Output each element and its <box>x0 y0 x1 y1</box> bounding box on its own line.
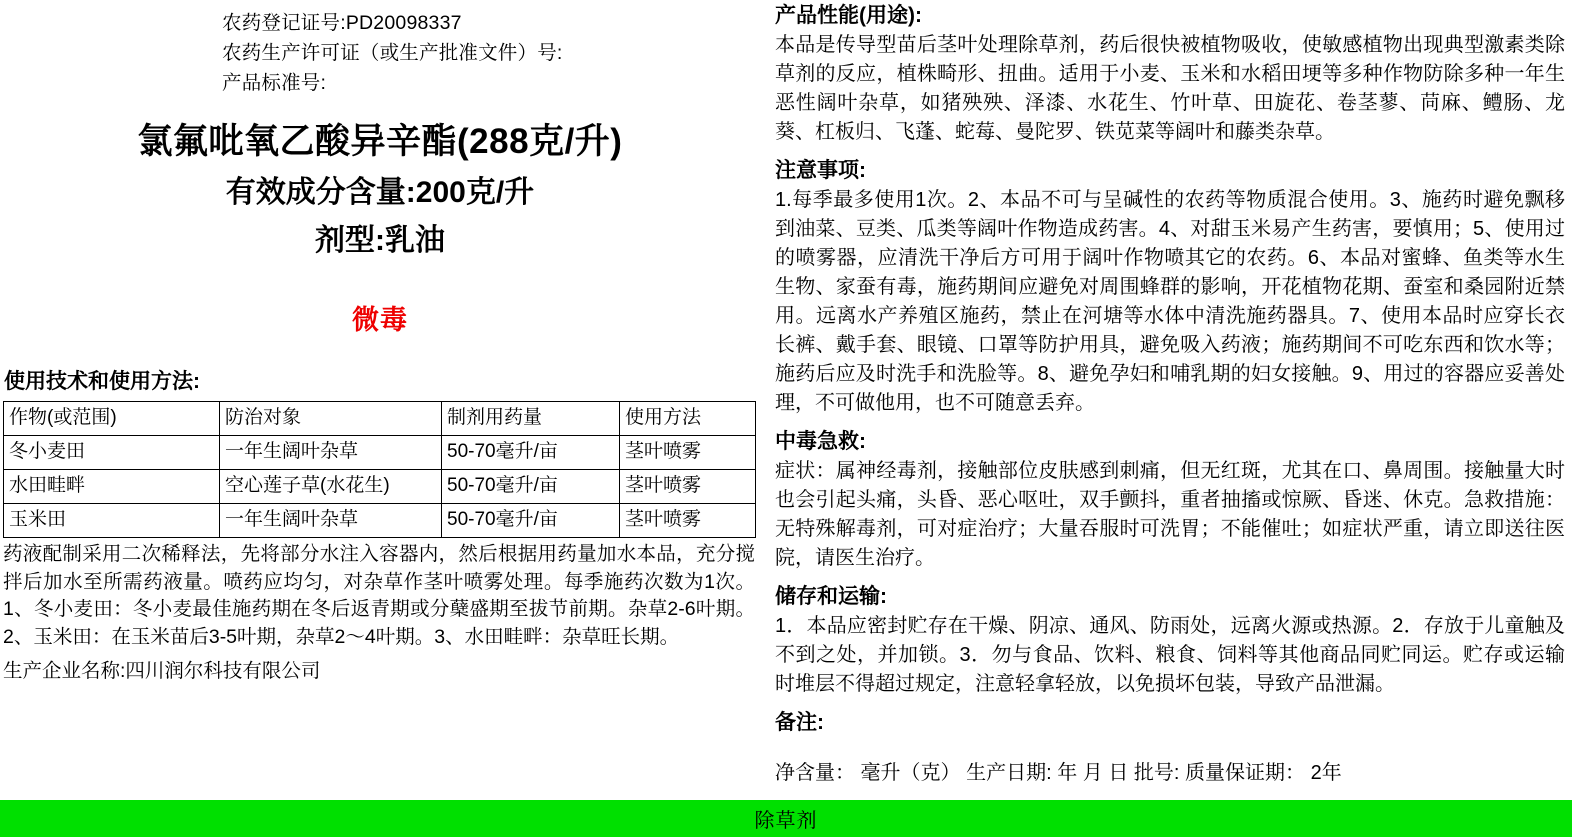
product-standard-number: 产品标准号: <box>222 72 327 94</box>
table-cell: 水田畦畔 <box>4 470 220 504</box>
table-cell: 冬小麦田 <box>4 436 220 470</box>
caution-heading: 注意事项: <box>775 159 866 182</box>
right-column <box>775 0 1565 800</box>
storage-heading: 储存和运输: <box>775 585 887 608</box>
registration-number: 农药登记证号:PD20098337 <box>222 12 462 34</box>
footer-banner <box>0 800 1572 837</box>
table-row <box>4 436 756 470</box>
table-cell: 50-70毫升/亩 <box>442 436 620 470</box>
table-row <box>4 504 756 538</box>
table-header-cell: 使用方法 <box>620 402 756 436</box>
performance-text: 本品是传导型苗后茎叶处理除草剂，药后很快被植物吸收，使敏感植物出现典型激素类除草剂的反应，植株畸形、扭曲。适用于小麦、玉米和水稻田埂等多种作物防除多种一年生恶性阔叶杂草，如猪殃殃、泽漆、水花生、竹叶草、田旋花、卷茎蓼、苘麻、鳢肠、龙葵、杠板归、飞蓬、蛇莓、曼陀罗、铁苋菜等阔叶和藤类杂草。 <box>775 34 1565 143</box>
net-content-line: 净含量： 毫升（克） 生产日期: 年 月 日 批号: 质量保证期： 2年 <box>775 762 1342 784</box>
table-header-row <box>4 402 756 436</box>
first-aid-heading: 中毒急救: <box>775 430 866 453</box>
formulation-type: 剂型:乳油 <box>315 224 445 257</box>
registration-block <box>222 0 760 98</box>
usage-section-heading: 使用技术和使用方法: <box>4 370 200 393</box>
table-header-cell: 作物(或范围) <box>4 402 220 436</box>
table-cell: 50-70毫升/亩 <box>442 470 620 504</box>
footer-label: 除草剂 <box>754 810 818 832</box>
table-header-cell: 制剂用药量 <box>442 402 620 436</box>
usage-instructions-text: 药液配制采用二次稀释法，先将部分水注入容器内，然后根据用药量加水本品，充分搅拌后加水至所需药液量。喷药应均匀，对杂草作茎叶喷雾处理。每季施药次数为1次。1、冬小麦田：冬小麦最佳施药期在冬后返青期或分蘖盛期至拔节前期。杂草2-6叶期。2、玉米田：在玉米苗后3-5叶期，杂草2～4叶期。3、水田畦畔：杂草旺长期。 <box>3 543 755 648</box>
remarks-heading: 备注: <box>775 711 824 734</box>
table-cell: 茎叶喷雾 <box>620 504 756 538</box>
table-cell: 茎叶喷雾 <box>620 436 756 470</box>
storage-text: 1．本品应密封贮存在干燥、阴凉、通风、防雨处，远离火源或热源。2．存放于儿童触及不到之处，并加锁。3．勿与食品、饮料、粮食、饲料等其他商品同贮同运。贮存或运输时堆层不得超过规定，注意轻拿轻放，以免损坏包装，导致产品泄漏。 <box>775 615 1565 695</box>
performance-heading: 产品性能(用途): <box>775 4 922 27</box>
table-cell: 茎叶喷雾 <box>620 470 756 504</box>
usage-table <box>3 401 756 538</box>
table-cell: 玉米田 <box>4 504 220 538</box>
production-license: 农药生产许可证（或生产批准文件）号: <box>222 42 563 64</box>
manufacturer-name: 生产企业名称:四川润尔科技有限公司 <box>3 660 321 682</box>
product-title-block <box>0 116 760 264</box>
active-ingredient-content: 有效成分含量:200克/升 <box>225 176 535 209</box>
toxicity-badge: 微毒 <box>352 305 408 335</box>
table-cell: 一年生阔叶杂草 <box>220 504 442 538</box>
table-row <box>4 470 756 504</box>
table-cell: 50-70毫升/亩 <box>442 504 620 538</box>
table-cell: 一年生阔叶杂草 <box>220 436 442 470</box>
left-column <box>0 0 760 800</box>
first-aid-text: 症状：属神经毒剂，接触部位皮肤感到刺痛，但无红斑，尤其在口、鼻周围。接触量大时也会引起头痛，头昏、恶心呕吐，双手颤抖，重者抽搐或惊厥、昏迷、休克。急救措施：无特殊解毒剂，可对症治疗；大量吞服时可洗胃；不能催吐；如症状严重，请立即送往医院，请医生治疗。 <box>775 460 1565 569</box>
table-cell: 空心莲子草(水花生) <box>220 470 442 504</box>
caution-text: 1.每季最多使用1次。2、本品不可与呈碱性的农药等物质混合使用。3、施药时避免飘移到油菜、豆类、瓜类等阔叶作物造成药害。4、对甜玉米易产生药害，要慎用；5、使用过的喷雾器，应清洗干净后方可用于阔叶作物喷其它的农药。6、本品对蜜蜂、鱼类等水生生物、家蚕有毒，施药期间应避免对周围蜂群的影响，开花植物花期、蚕室和桑园附近禁用。远离水产养殖区施药，禁止在河塘等水体中清洗施药器具。7、使用本品时应穿长衣长裤、戴手套、眼镜、口罩等防护用具，避免吸入药液；施药期间不可吃东西和饮水等；施药后应及时洗手和洗脸等。8、避免孕妇和哺乳期的妇女接触。9、用过的容器应妥善处理，不可做他用，也不可随意丢弃。 <box>775 189 1565 414</box>
table-header-cell: 防治对象 <box>220 402 442 436</box>
product-name: 氯氟吡氧乙酸异辛酯(288克/升) <box>137 122 623 161</box>
